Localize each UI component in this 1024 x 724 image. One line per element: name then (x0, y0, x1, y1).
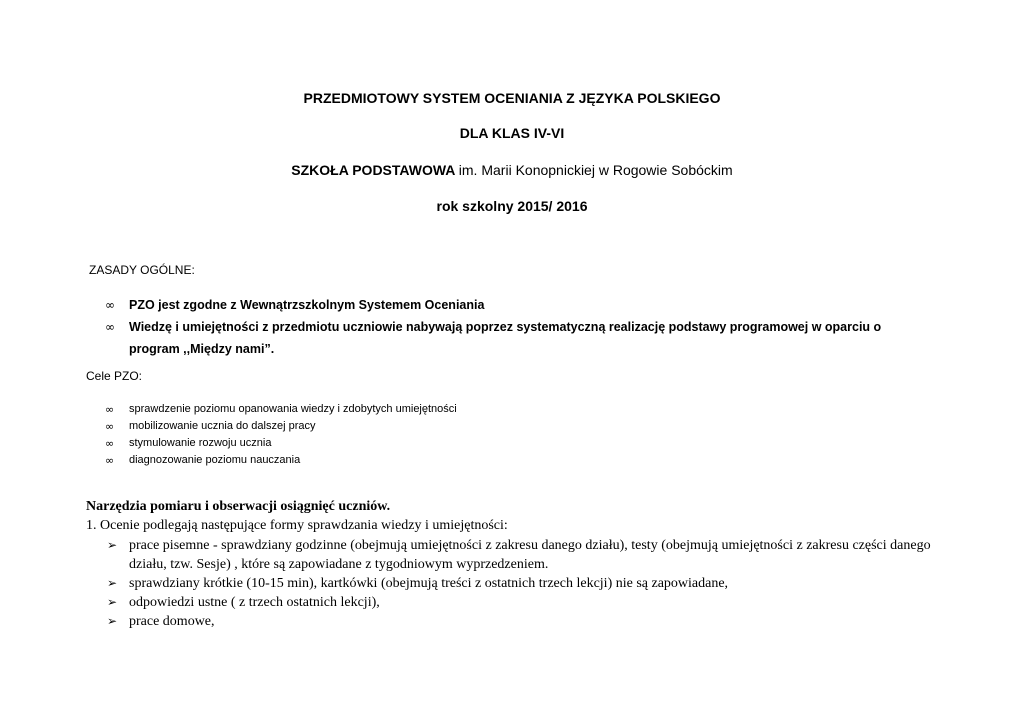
general-rules-label: ZASADY OGÓLNE: (89, 263, 195, 277)
list-item (107, 574, 937, 593)
general-rules-list (105, 294, 905, 360)
arrow-bullet-icon: ➢ (107, 614, 118, 628)
list-item-text: mobilizowanie ucznia do dalszej pracy (129, 420, 316, 432)
class-range: DLA KLAS IV-VI (459, 125, 565, 141)
list-item (107, 612, 937, 631)
list-item-text: PZO jest zgodne z Wewnątrzszkolnym Systemem Oceniania (129, 298, 485, 312)
assessment-forms-list (107, 536, 937, 631)
list-item-text: sprawdzenie poziomu opanowania wiedzy i zdobytych umiejętności (129, 403, 457, 415)
arrow-bullet-icon: ➢ (107, 538, 118, 552)
arrow-bullet-icon: ➢ (107, 576, 118, 590)
school-name (0, 161, 1024, 179)
arrow-bullet-icon: ➢ (107, 595, 118, 609)
tools-intro: 1. Ocenie podlegają następujące formy sprawdzania wiedzy i umiejętności: (86, 518, 508, 533)
goals-label: Cele PZO: (86, 369, 143, 383)
list-item (105, 316, 905, 360)
school-name-part1: SZKOŁA PODSTAWOWA (291, 162, 459, 178)
list-item (105, 294, 905, 316)
list-item-text: odpowiedzi ustne ( z trzech ostatnich lekcji), (129, 595, 380, 610)
infinity-bullet-icon: ∞ (105, 454, 115, 467)
infinity-bullet-icon: ∞ (105, 420, 115, 433)
school-year: rok szkolny 2015/ 2016 (436, 198, 588, 214)
document-title: PRZEDMIOTOWY SYSTEM OCENIANIA Z JĘZYKA POLSKIEGO (303, 90, 721, 106)
list-item-text: diagnozowanie poziomu nauczania (129, 454, 301, 466)
school-name-abbrev: im. (458, 162, 478, 178)
list-item-text: prace pisemne - sprawdziany godzinne (obejmują umiejętności z zakresu danego działu), testy (obejmują umiejętności z zakresu części danego działu, tzw. Sesje) , które są zapowiadane z tygodniowym wyprzedzeniem. (129, 538, 931, 572)
infinity-bullet-icon: ∞ (105, 320, 115, 334)
list-item (105, 401, 457, 418)
tools-heading: Narzędzia pomiaru i obserwacji osiągnięć uczniów. (86, 499, 391, 514)
infinity-bullet-icon: ∞ (105, 437, 115, 450)
school-name-part2: Marii Konopnickiej w Rogowie Sobóckim (477, 162, 733, 178)
list-item (105, 435, 457, 452)
list-item (107, 593, 937, 612)
list-item-text: prace domowe, (129, 614, 215, 629)
infinity-bullet-icon: ∞ (105, 298, 115, 312)
list-item-text: stymulowanie rozwoju ucznia (129, 437, 272, 449)
list-item-text: Wiedzę i umiejętności z przedmiotu uczniowie nabywają poprzez systematyczną realizację podstawy programowej w oparciu o program ,,Między nami”. (129, 320, 882, 356)
goals-list (105, 401, 457, 469)
list-item-text: sprawdziany krótkie (10-15 min), kartkówki (obejmują treści z ostatnich trzech lekcji) nie są zapowiadane, (129, 576, 729, 591)
infinity-bullet-icon: ∞ (105, 403, 115, 416)
list-item (105, 418, 457, 435)
list-item (107, 536, 937, 574)
list-item (105, 452, 457, 469)
